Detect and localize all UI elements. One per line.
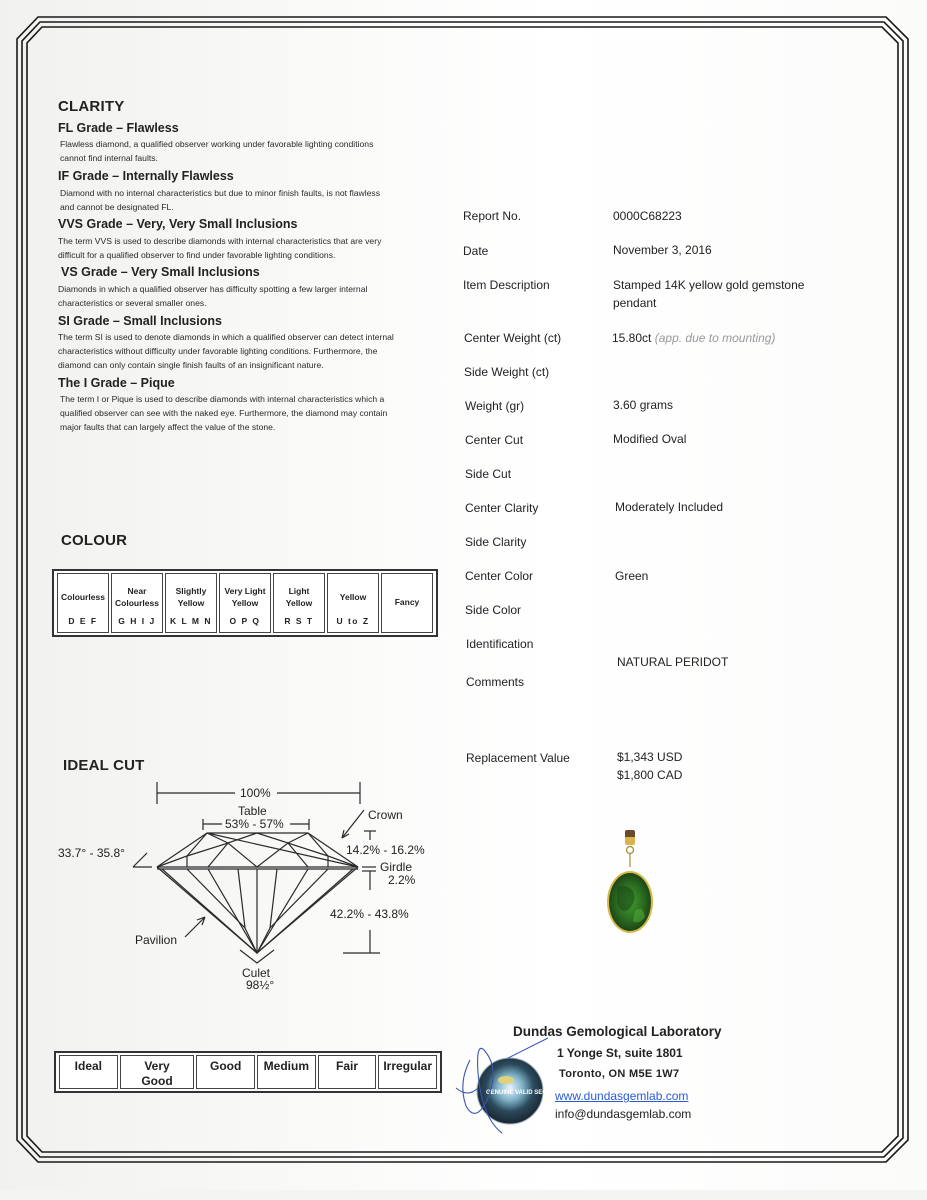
colour-cell-letters: O P Q xyxy=(229,616,261,626)
table-label: Table xyxy=(238,804,267,818)
field-value-replacement-usd: $1,343 USD xyxy=(617,750,683,764)
colour-cell-letters: U to Z xyxy=(336,616,370,626)
colour-cell-name: Fancy xyxy=(394,597,420,607)
colour-cell-letters: R S T xyxy=(284,616,314,626)
field-value-report-no: 0000C68223 xyxy=(613,209,682,223)
girdle-label: Girdle xyxy=(380,860,413,874)
desc-line: diamond can only contain single finish faults of an insignificant nature. xyxy=(58,360,324,370)
peridot-pendant-photo xyxy=(595,825,665,935)
lab-website-link[interactable]: www.dundasgemlab.com xyxy=(555,1089,689,1103)
field-value-center-color: Green xyxy=(615,569,649,583)
colour-cell-name: Light Yellow xyxy=(285,586,313,608)
colour-cell-yellow xyxy=(327,573,379,633)
center-weight-value: 15.80ct xyxy=(612,331,652,345)
girdle-value-label: 2.2% xyxy=(388,873,416,887)
desc-line: and cannot be designated FL. xyxy=(60,202,174,212)
field-label-center-weight: Center Weight (ct) xyxy=(464,331,562,345)
table-range-label: 53% - 57% xyxy=(225,817,284,831)
pavilion-label: Pavilion xyxy=(135,933,178,947)
width-label: 100% xyxy=(240,786,271,800)
desc-line: The term I or Pique is used to describe diamonds with internal characteristics which a xyxy=(60,394,385,404)
field-value-center-cut: Modified Oval xyxy=(613,432,687,446)
field-value-date: November 3, 2016 xyxy=(613,243,712,257)
cut-grade-medium: Medium xyxy=(257,1055,316,1089)
field-label-item-description: Item Description xyxy=(463,278,550,292)
diamond-proportions-diagram xyxy=(50,750,450,1000)
field-label-center-color: Center Color xyxy=(465,569,534,583)
field-label-center-cut: Center Cut xyxy=(465,433,524,447)
colour-cell-very-light-yellow xyxy=(219,573,271,633)
desc-line: cannot find internal faults. xyxy=(60,153,158,163)
grade-vs-title: VS Grade – Very Small Inclusions xyxy=(61,265,260,279)
center-weight-note: (app. due to mounting) xyxy=(654,331,776,345)
desc-line: The term SI is used to denote diamonds in which a qualified observer can detect internal xyxy=(58,332,394,342)
grade-if-desc xyxy=(60,186,432,214)
cut-grade-ideal: Ideal xyxy=(59,1055,118,1089)
grade-vs-desc xyxy=(58,282,430,310)
colour-cell-name: Very Light Yellow xyxy=(224,586,266,608)
field-label-side-cut: Side Cut xyxy=(465,467,512,481)
colour-scale-table xyxy=(52,569,438,637)
grade-if-title: IF Grade – Internally Flawless xyxy=(58,169,234,183)
desc-line: The term VVS is used to describe diamonds with internal characteristics that are very xyxy=(58,236,382,246)
field-value-item-description: Stamped 14K yellow gold gemstone pendant xyxy=(613,278,805,310)
field-value-identification: NATURAL PERIDOT xyxy=(617,655,729,669)
desc-line: Diamond with no internal characteristics but due to minor finish faults, is not flawless xyxy=(60,188,381,198)
lab-name: Dundas Gemological Laboratory xyxy=(513,1024,722,1039)
colour-cell-name: Colourless xyxy=(61,592,105,602)
field-label-side-clarity: Side Clarity xyxy=(465,535,527,549)
pavilion-depth-label: 42.2% - 43.8% xyxy=(330,907,409,921)
desc-line: Flawless diamond, a qualified observer working under favorable lighting conditions xyxy=(60,139,374,149)
field-label-weight-gr: Weight (gr) xyxy=(465,399,525,413)
grade-vvs-desc xyxy=(58,234,430,262)
colour-cell-name: Yellow xyxy=(339,592,367,602)
field-value-weight-gr: 3.60 grams xyxy=(613,398,674,412)
colour-cell-name: Slightly Yellow xyxy=(175,586,207,608)
field-value-replacement-cad: $1,800 CAD xyxy=(617,768,683,782)
grade-si-title: SI Grade – Small Inclusions xyxy=(58,314,222,328)
seal-text: GENUINE VALID SECURE xyxy=(486,1090,560,1096)
desc-line: difficult for a qualified observer to find under favorable lighting conditions. xyxy=(58,250,336,260)
colour-cell-light-yellow xyxy=(273,573,325,633)
desc-line: major faults that can largely affect the value of the stone. xyxy=(60,422,276,432)
colour-cell-name: Near Colourless xyxy=(115,586,159,608)
field-label-side-weight: Side Weight (ct) xyxy=(464,365,550,379)
desc-line: characteristics without difficulty under favorable lighting conditions. Furthermore, the xyxy=(58,346,378,356)
colour-title: COLOUR xyxy=(61,532,128,549)
field-label-replacement-value: Replacement Value xyxy=(466,751,570,765)
field-label-center-clarity: Center Clarity xyxy=(465,501,539,515)
lab-email: info@dundasgemlab.com xyxy=(555,1107,692,1121)
field-label-identification: Identification xyxy=(466,637,534,651)
colour-cell-colourless xyxy=(57,573,109,633)
grade-fl-desc xyxy=(60,137,432,165)
grade-si-desc xyxy=(58,330,438,372)
grade-i-title: The I Grade – Pique xyxy=(58,376,175,390)
culet-label: Culet xyxy=(242,966,271,980)
crown-angle-label: 33.7° - 35.8° xyxy=(58,846,125,860)
culet-angle-label: 98½° xyxy=(246,978,275,992)
colour-cell-letters: G H I J xyxy=(118,616,156,626)
cut-grade-table xyxy=(54,1051,442,1093)
cut-grade-very-good: Very Good xyxy=(120,1055,195,1089)
colour-cell-letters: K L M N xyxy=(170,616,212,626)
field-label-side-color: Side Color xyxy=(465,603,522,617)
grade-fl-title: FL Grade – Flawless xyxy=(58,121,179,135)
desc-line: Diamonds in which a qualified observer has difficulty spotting a few larger internal xyxy=(58,284,368,294)
grade-vvs-title: VVS Grade – Very, Very Small Inclusions xyxy=(58,217,298,231)
cut-grade-good: Good xyxy=(196,1055,255,1089)
desc-line: characteristics or several smaller ones. xyxy=(58,298,207,308)
grade-i-desc xyxy=(60,392,432,434)
field-label-comments: Comments xyxy=(466,675,525,689)
crown-height-label: 14.2% - 16.2% xyxy=(346,843,425,857)
lab-city: Toronto, ON M5E 1W7 xyxy=(559,1068,680,1080)
desc-line: qualified observer can see with the naked eye. Furthermore, the diamond may contain xyxy=(60,408,388,418)
colour-cell-letters: D E F xyxy=(68,616,98,626)
cut-grade-fair: Fair xyxy=(318,1055,377,1089)
field-value-center-clarity: Moderately Included xyxy=(615,500,724,514)
crown-label: Crown xyxy=(368,808,403,822)
lab-address: 1 Yonge St, suite 1801 xyxy=(557,1046,683,1060)
ideal-cut-title: IDEAL CUT xyxy=(63,757,145,774)
colour-cell-fancy xyxy=(381,573,433,633)
field-value-center-weight xyxy=(612,329,872,347)
field-label-date: Date xyxy=(463,244,489,258)
hologram-seal xyxy=(448,1028,568,1143)
colour-cell-near-colourless xyxy=(111,573,163,633)
clarity-title: CLARITY xyxy=(58,98,125,115)
cut-grade-irregular: Irregular xyxy=(378,1055,437,1089)
field-label-report-no: Report No. xyxy=(463,209,522,223)
colour-cell-slightly-yellow xyxy=(165,573,217,633)
